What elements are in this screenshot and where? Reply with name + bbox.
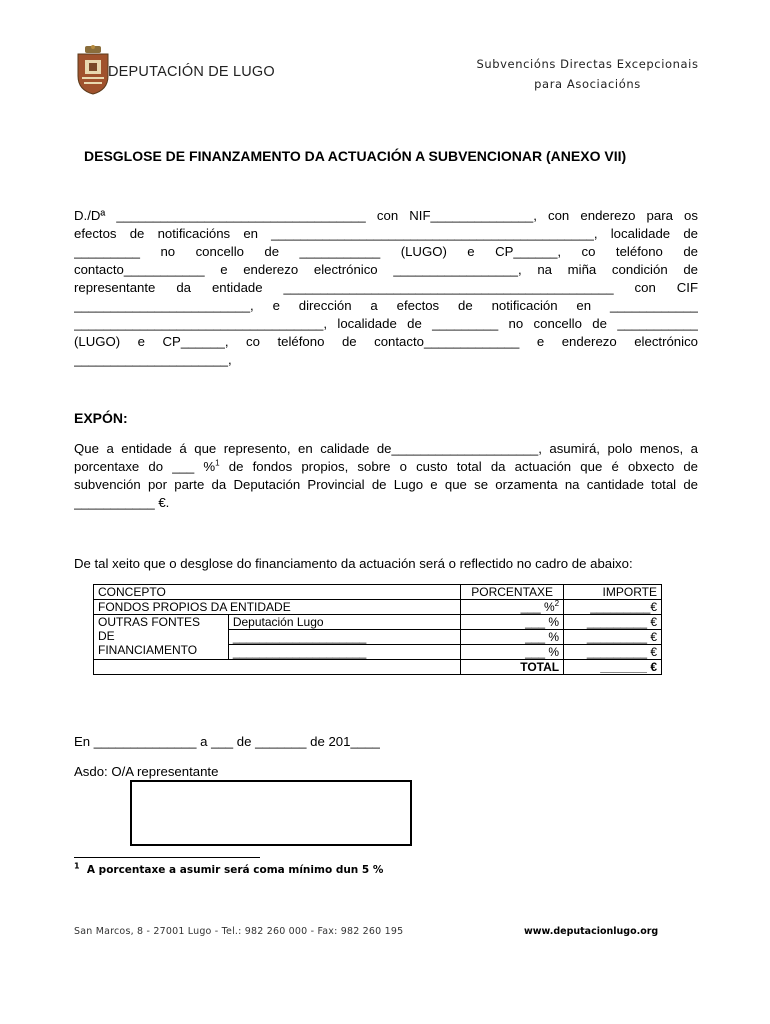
footer-website-link[interactable]: www.deputacionlugo.org bbox=[524, 926, 659, 937]
outras-fontes-label: OUTRAS FONTES DE FINANCIAMENTO bbox=[94, 615, 229, 660]
table-row bbox=[94, 600, 662, 615]
header-program-title bbox=[460, 54, 715, 94]
header-line-1: Subvencións Directas Excepcionais bbox=[476, 57, 699, 71]
expon-heading: EXPÓN: bbox=[74, 410, 128, 426]
header-porcentaxe: PORCENTAXE bbox=[461, 585, 564, 600]
header-concepto: CONCEPTO bbox=[94, 585, 461, 600]
footnote-divider bbox=[74, 857, 260, 858]
intro-line: _____________________, bbox=[74, 352, 232, 367]
intro-line: D./Dª __________________________________ con NIF______________, con enderezo para os bbox=[74, 208, 698, 223]
footnote-ref-1: 1 bbox=[215, 458, 220, 468]
intro-line: _________ no concello de ___________ (LUGO) e CP______, co teléfono de bbox=[74, 244, 698, 259]
intro-paragraph bbox=[74, 207, 698, 369]
footnote-text: A porcentaxe a asumir será coma mínimo dun 5 % bbox=[86, 864, 384, 876]
desglose-intro: De tal xeito que o desglose do financiamento da actuación será o reflectido no cadro de abaixo: bbox=[74, 556, 633, 571]
table-total-row bbox=[94, 660, 662, 675]
footer-address: San Marcos, 8 - 27001 Lugo - Tel.: 982 260 000 - Fax: 982 260 195 bbox=[74, 926, 404, 937]
intro-line: (LUGO) e CP______, co teléfono de contacto_____________ e enderezo electrónico bbox=[74, 334, 698, 349]
source-blank: ____________________ bbox=[228, 645, 460, 660]
intro-line: ________________________, e dirección a efectos de notificación en ____________ bbox=[74, 298, 698, 313]
total-label: TOTAL bbox=[461, 660, 564, 675]
intro-line: representante da entidade _____________________________________________ con CIF bbox=[74, 280, 698, 295]
deputacion-lugo-crest-icon bbox=[76, 44, 110, 96]
logo-text: DEPUTACIÓN DE LUGO bbox=[108, 64, 275, 80]
footnote bbox=[74, 861, 384, 876]
footnote-number: 1 bbox=[74, 861, 80, 871]
expon-line: Que a entidade á que represento, en calidade de____________________, asumirá, polo menos, a bbox=[74, 441, 698, 456]
importe-cell: _________ € bbox=[564, 630, 662, 645]
expon-line: subvención por parte da Deputación Provincial de Lugo e que se orzamenta na cantidade total de bbox=[74, 477, 698, 492]
header-line-2: para Asociacións bbox=[534, 77, 641, 91]
pct-cell: ___ % bbox=[461, 645, 564, 660]
fondos-propios-label: FONDOS PROPIOS DA ENTIDADE bbox=[94, 600, 461, 615]
header-importe: IMPORTE bbox=[564, 585, 662, 600]
financing-table bbox=[93, 584, 662, 675]
document-title: DESGLOSE DE FINANZAMENTO DA ACTUACIÓN A SUBVENCIONAR (ANEXO VII) bbox=[84, 148, 627, 164]
fondos-propios-pct: ___ %$^2$ bbox=[461, 600, 564, 615]
pct-cell: ___ % bbox=[461, 615, 564, 630]
expon-line: porcentaxe do ___ %$^1$ de fondos propios, sobre o custo total da actuación que é obxecto de bbox=[74, 458, 698, 474]
expon-line: ___________ €. bbox=[74, 495, 170, 510]
fondos-propios-importe: _________€ bbox=[564, 600, 662, 615]
importe-cell: _________ € bbox=[564, 615, 662, 630]
total-importe: _______ € bbox=[564, 660, 662, 675]
place-date-line: En ______________ a ___ de _______ de 201____ bbox=[74, 734, 380, 749]
intro-line: efectos de notificacións en ____________________________________________, localidade de bbox=[74, 226, 698, 241]
pct-cell: ___ % bbox=[461, 630, 564, 645]
table-row bbox=[94, 615, 662, 630]
footnote-ref-2: 2 bbox=[554, 599, 560, 608]
asdo-line: Asdo: O/A representante bbox=[74, 764, 219, 779]
signature-box[interactable] bbox=[130, 780, 412, 846]
source-blank: ____________________ bbox=[228, 630, 460, 645]
expon-paragraph bbox=[74, 440, 698, 512]
deputacion-lugo-source: Deputación Lugo bbox=[228, 615, 460, 630]
intro-line: contacto___________ e enderezo electrónico _________________, na miña condición de bbox=[74, 262, 698, 277]
intro-line: __________________________________, localidade de _________ no concello de ___________ bbox=[74, 316, 698, 331]
importe-cell: _________ € bbox=[564, 645, 662, 660]
table-header-row bbox=[94, 585, 662, 600]
